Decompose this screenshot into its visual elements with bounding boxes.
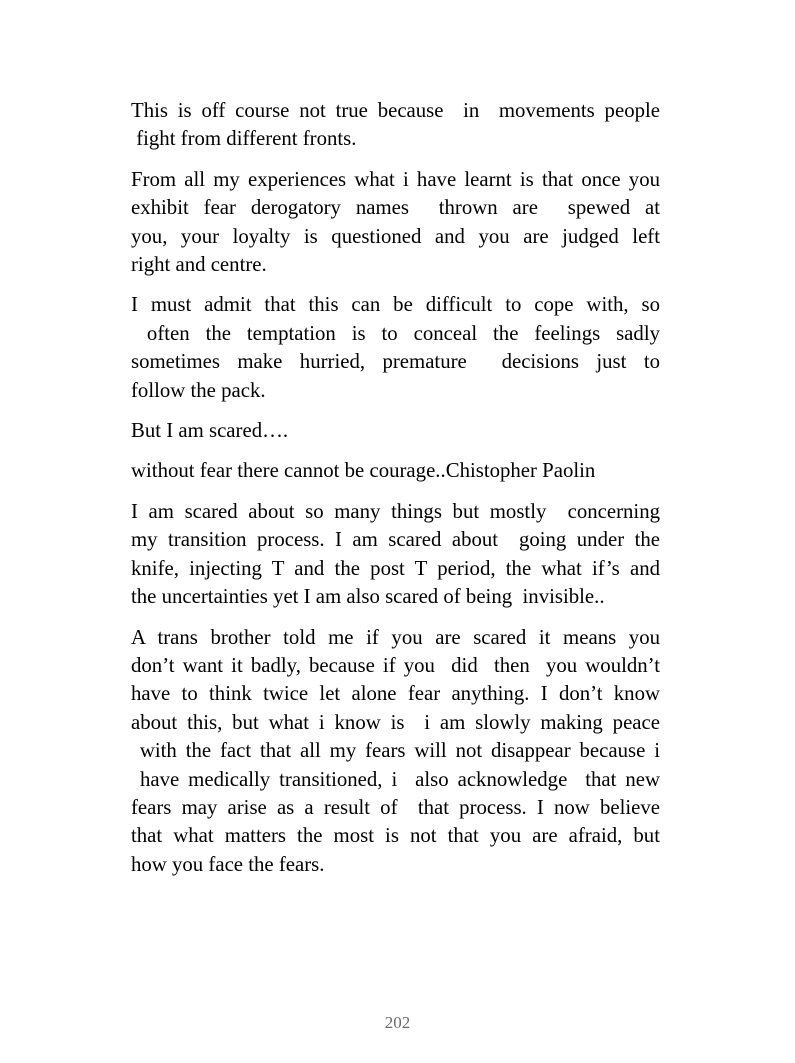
- text-line: sometimes make hurried, premature decisions just to: [131, 350, 660, 374]
- text-line: right and centre.: [131, 253, 267, 277]
- text-line: often the temptation is to conceal the feelings sadly: [131, 321, 660, 345]
- paragraph: [131, 624, 660, 880]
- text-line: From all my experiences what i have learnt is that once you: [131, 167, 660, 191]
- text-line: about this, but what i know is i am slowly making peace: [131, 710, 660, 734]
- text-line: my transition process. I am scared about going under the: [131, 528, 660, 552]
- text-line: fight from different fronts.: [131, 127, 357, 151]
- text-line: knife, injecting T and the post T period, the what if’s and: [131, 556, 660, 580]
- text-line: exhibit fear derogatory names thrown are spewed at: [131, 196, 660, 220]
- paragraph: [131, 457, 660, 485]
- body-text: [131, 97, 660, 891]
- text-line: fears may arise as a result of that process. I now believe: [131, 795, 660, 819]
- paragraph: [131, 97, 660, 154]
- text-line: with the fact that all my fears will not disappear because i: [131, 739, 660, 763]
- paragraph: [131, 417, 660, 445]
- text-line: without fear there cannot be courage..Chistopher Paolin: [131, 459, 596, 483]
- text-line: have medically transitioned, i also acknowledge that new: [131, 767, 660, 791]
- page-number: 202: [384, 1013, 411, 1032]
- text-line: I am scared about so many things but mostly concerning: [131, 499, 660, 523]
- text-line: the uncertainties yet I am also scared of being invisible..: [131, 585, 605, 609]
- paragraph: [131, 291, 660, 405]
- text-line: that what matters the most is not that you are afraid, but: [131, 824, 660, 848]
- text-line: A trans brother told me if you are scared it means you: [131, 625, 660, 649]
- paragraph: [131, 498, 660, 612]
- text-line: don’t want it badly, because if you did then you wouldn’t: [131, 653, 660, 677]
- text-line: I must admit that this can be difficult to cope with, so: [131, 293, 660, 317]
- paragraph: [131, 166, 660, 280]
- text-line: But I am scared….: [131, 419, 289, 443]
- text-line: have to think twice let alone fear anything. I don’t know: [131, 682, 660, 706]
- text-line: follow the pack.: [131, 378, 266, 402]
- text-line: This is off course not true because in movements people: [131, 99, 660, 122]
- text-line: you, your loyalty is questioned and you are judged left: [131, 224, 660, 248]
- text-line: how you face the fears.: [131, 852, 325, 876]
